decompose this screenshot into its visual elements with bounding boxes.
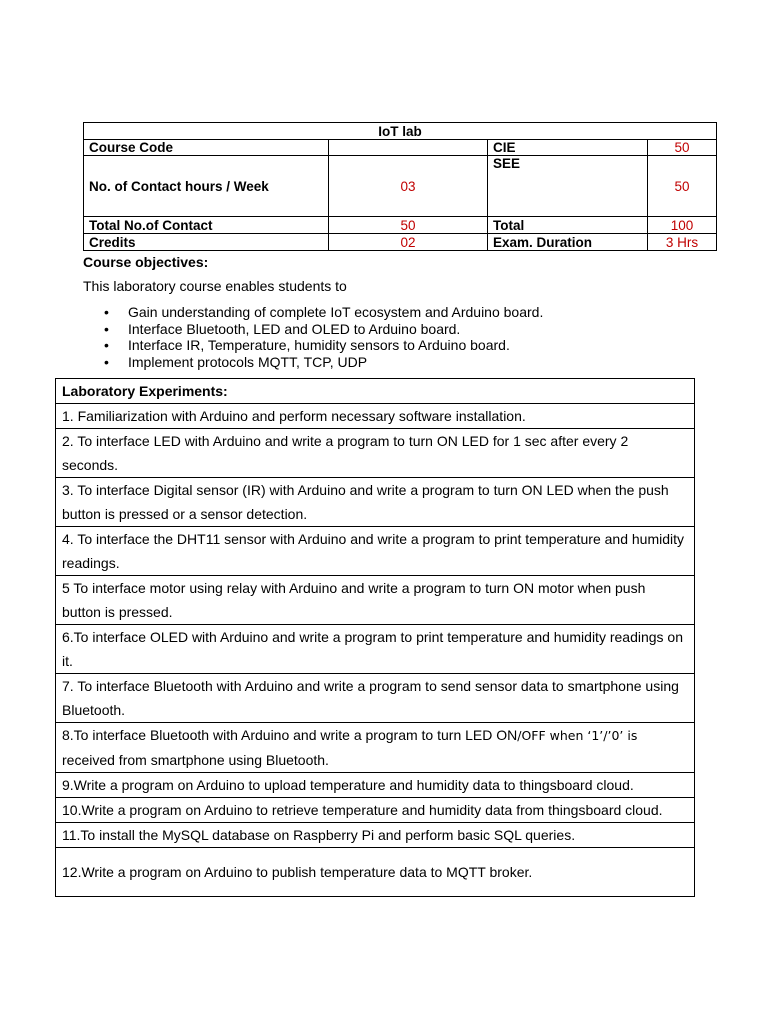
experiments-heading: Laboratory Experiments:	[56, 379, 695, 404]
bullet-icon: •	[104, 320, 109, 337]
credits-value: 02	[329, 234, 488, 251]
objectives-list	[100, 304, 543, 370]
course-code-value	[329, 140, 488, 156]
contact-hours-label: No. of Contact hours / Week	[84, 156, 329, 217]
credits-label: Credits	[84, 234, 329, 251]
course-info-table	[83, 122, 717, 251]
total-contact-value: 50	[329, 217, 488, 234]
cie-value: 50	[648, 140, 717, 156]
experiment-row: 3. To interface Digital sensor (IR) with Arduino and write a program to turn ON LED when the push button is pressed or a sensor detection.	[56, 478, 695, 527]
see-label: SEE	[488, 156, 648, 217]
total-label: Total	[488, 217, 648, 234]
objective-item: • Interface Bluetooth, LED and OLED to Arduino board.	[104, 320, 461, 337]
experiment-row: 7. To interface Bluetooth with Arduino and write a program to send sensor data to smartphone using Bluetooth.	[56, 674, 695, 723]
exam-duration-label: Exam. Duration	[488, 234, 648, 251]
exam-duration-value: 3 Hrs	[648, 234, 717, 251]
objectives-heading: Course objectives:	[83, 254, 209, 270]
experiments-table	[55, 378, 695, 897]
bullet-icon: •	[104, 337, 109, 353]
experiment-row: 8.To interface Bluetooth with Arduino and write a program to turn LED ON/OFF when ‘1’/’0’ is received from smartphone using Bluetooth.	[56, 723, 695, 773]
objective-item: • Gain understanding of complete IoT ecosystem and Arduino board.	[104, 304, 544, 320]
experiment-row: 11.To install the MySQL database on Raspberry Pi and perform basic SQL queries.	[56, 823, 695, 848]
course-title: IoT lab	[84, 123, 717, 140]
see-value: 50	[648, 156, 717, 217]
experiment-row: 4. To interface the DHT11 sensor with Arduino and write a program to print temperature and humidity readings.	[56, 527, 695, 576]
cie-label: CIE	[488, 140, 648, 156]
experiment-row: 2. To interface LED with Arduino and write a program to turn ON LED for 1 sec after every 2 seconds.	[56, 429, 695, 478]
contact-hours-value: 03	[329, 156, 488, 217]
experiment-row: 10.Write a program on Arduino to retrieve temperature and humidity data from thingsboard cloud.	[56, 798, 695, 823]
experiment-row: 12.Write a program on Arduino to publish temperature data to MQTT broker.	[56, 848, 695, 897]
bullet-icon: •	[104, 353, 109, 370]
bullet-icon: •	[104, 304, 109, 320]
experiment-row: 9.Write a program on Arduino to upload temperature and humidity data to thingsboard cloud.	[56, 773, 695, 798]
objective-item: • Implement protocols MQTT, TCP, UDP	[104, 353, 368, 370]
experiment-row: 6.To interface OLED with Arduino and write a program to print temperature and humidity readings on it.	[56, 625, 695, 674]
experiment-row: 1. Familiarization with Arduino and perform necessary software installation.	[56, 404, 695, 429]
course-code-label: Course Code	[84, 140, 329, 156]
objectives-intro: This laboratory course enables students to	[83, 278, 347, 294]
experiment-row: 5 To interface motor using relay with Arduino and write a program to turn ON motor when push button is pressed.	[56, 576, 695, 625]
total-value: 100	[648, 217, 717, 234]
objective-item: • Interface IR, Temperature, humidity sensors to Arduino board.	[104, 337, 510, 353]
total-contact-label: Total No.of Contact	[84, 217, 329, 234]
